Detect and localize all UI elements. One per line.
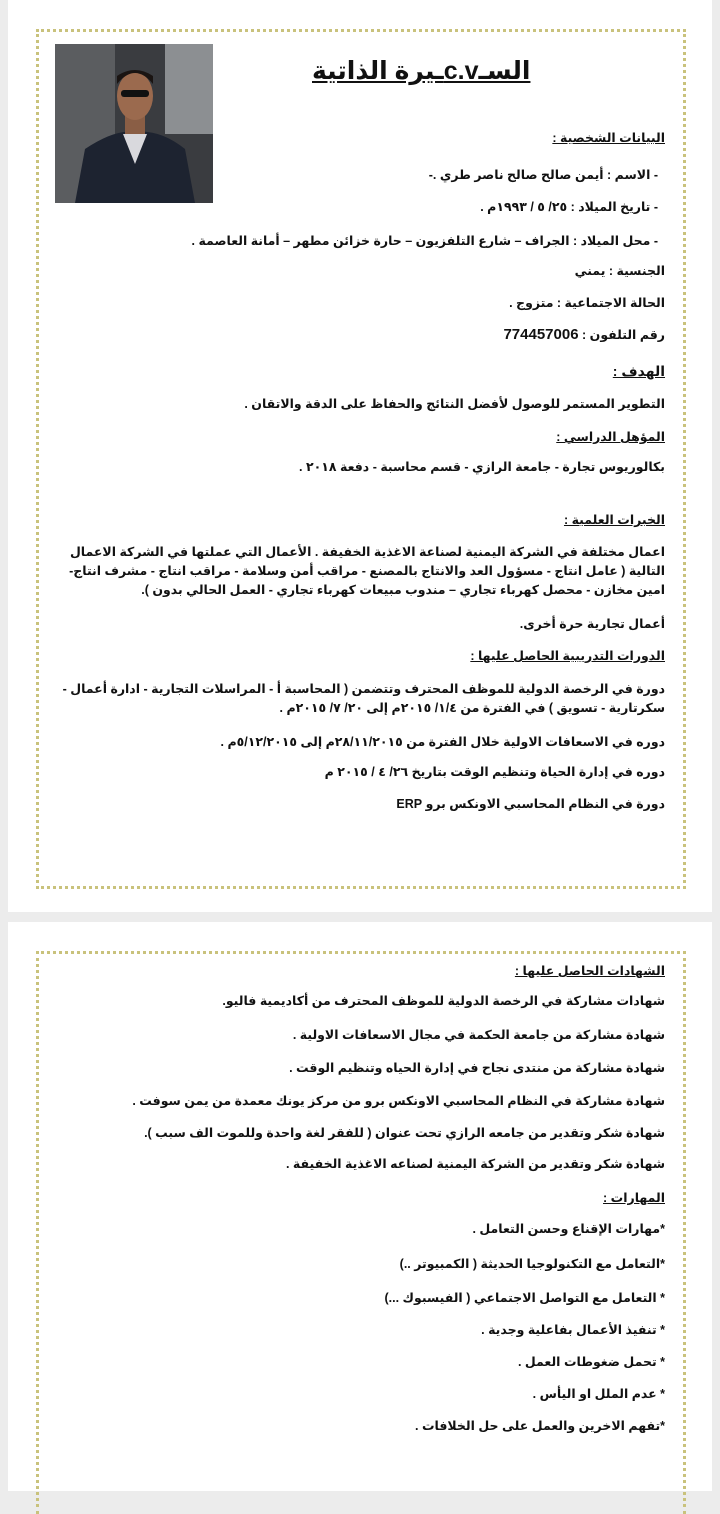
courses-heading: الدورات التدريبية الحاصل عليها : — [470, 649, 665, 663]
goal-text: التطوير المستمر للوصول لأفضل النتائج والحفاظ على الدقة والاتقان . — [244, 397, 665, 411]
skill-item: *تفهم الاخرين والعمل على حل الخلافات . — [415, 1419, 665, 1433]
certificate-item: شهادة مشاركة من منتدى نجاح في إدارة الحياه وتنظيم الوقت . — [289, 1061, 665, 1075]
birthplace-field: - محل الميلاد : الجراف – شارع التلفزيون – حارة خزائن مطهر – أمانة العاصمة . — [191, 234, 658, 248]
education-text: بكالوريوس تجارة - جامعة الرازي - قسم محاسبة - دفعة ٢٠١٨ . — [299, 460, 665, 474]
skills-heading: المهارات : — [603, 1191, 665, 1205]
profile-photo — [55, 44, 213, 203]
phone-value: 774457006 — [503, 326, 579, 343]
course-item: دوره في إدارة الحياة وتنظيم الوقت بتاريخ ٢٦/ ٤ / ٢٠١٥ م — [324, 765, 665, 779]
goal-heading: الهدف : — [612, 363, 665, 379]
experience-heading: الخبرات العلمية : — [563, 513, 665, 527]
certificate-item: شهادة مشاركة في النظام المحاسبي الاونكس برو من مركز يونك معمدة من يمن سوفت . — [132, 1094, 665, 1108]
skill-item: *مهارات الإقناع وحسن التعامل . — [472, 1222, 665, 1236]
certificates-heading: الشهادات الحاصل عليها : — [514, 964, 665, 978]
marital-field: الحالة الاجتماعية : متزوج . — [509, 296, 665, 310]
course-item: دورة في النظام المحاسبي الاونكس برو ERP — [396, 797, 665, 811]
skill-item: * عدم الملل او اليأس . — [532, 1387, 665, 1401]
skill-item: * التعامل مع التواصل الاجتماعي ( الفيسبوك ...) — [384, 1291, 665, 1305]
phone-label: رقم التلفون : — [578, 328, 665, 342]
cv-page-1 — [8, 0, 712, 912]
nationality-field: الجنسية : يمني — [574, 264, 665, 278]
certificate-item: شهادة شكر وتقدير من الشركة اليمنية لصناعه الاغذية الخفيفة . — [285, 1157, 665, 1171]
skill-item: * تنفيذ الأعمال بفاعلية وجدية . — [481, 1323, 665, 1337]
personal-heading: البيانات الشخصية : — [552, 131, 665, 145]
cv-page-2 — [8, 922, 712, 1491]
phone-field — [503, 326, 665, 343]
certificate-item: شهادات مشاركة في الرخصة الدولية للموظف المحترف من أكاديمية فاليو. — [222, 994, 665, 1008]
certificate-item: شهادة شكر وتقدير من جامعه الرازي تحت عنوان ( للفقر لغة واحدة وللموت الف سبب ). — [144, 1126, 665, 1140]
experience-text: اعمال مختلفة في الشركة اليمنية لصناعة الاغذية الخفيفة . الأعمال التي عملتها في الشركة الاعمال التالية ( عامل انتاج - مسؤول العد والانتاج بالمصنع - مراقب أمن وسلامة - مراقب انتاج - مشرف انتاج- امين مخازن - محصل كهرباء تجاري – مندوب مبيعات كهرباء تجاري - العمل الحالي بدون ). — [69, 545, 665, 597]
page-title: السـc.vـيرة الذاتية — [312, 57, 531, 85]
dob-field: - تاريخ الميلاد : ٢٥/ ٥ / ١٩٩٣م . — [480, 200, 658, 214]
skill-item: * تحمل ضغوطات العمل . — [517, 1355, 665, 1369]
skill-item: *التعامل مع التكنولوجيا الحديثة ( الكمبيوتر ..) — [399, 1257, 665, 1271]
education-heading: المؤهل الدراسي : — [556, 430, 665, 444]
experience-other: أعمال تجارية حرة أخرى. — [519, 617, 665, 631]
certificate-item: شهادة مشاركة من جامعة الحكمة في مجال الاسعافات الاولية . — [292, 1028, 665, 1042]
course-item: دورة في الرخصة الدولية للموظف المحترف وتتضمن ( المحاسبة أ - المراسلات التجارية - ادارة أعمال - سكرتارية - تسويق ) في الفترة من ١/٤/ ٢٠١٥م إلى ٢٠/ ٧/ ٢٠١٥م . — [62, 682, 665, 715]
course-item: دوره في الاسعافات الاولية خلال الفترة من ٢٨/١١/٢٠١٥م إلى ٥/١٢/٢٠١٥م . — [220, 735, 665, 749]
name-field: - الاسم : أيمن صالح صالح ناصر طري .- — [428, 168, 658, 182]
